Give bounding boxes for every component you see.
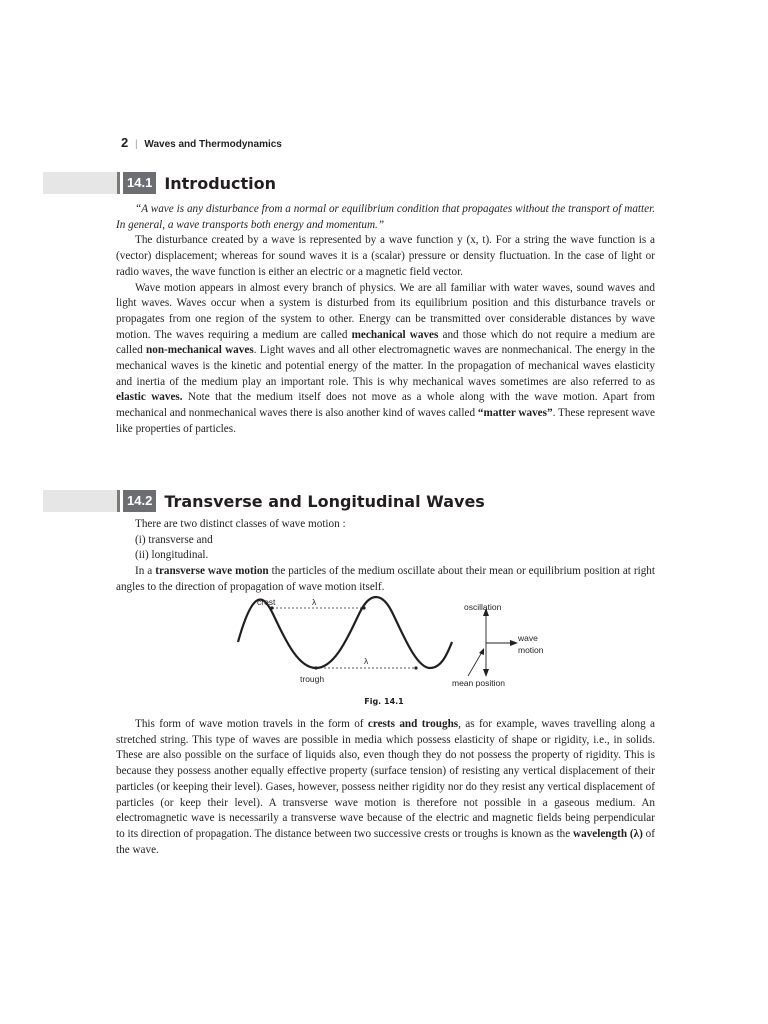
section-title: Introduction — [164, 173, 277, 193]
section-marker — [117, 490, 120, 512]
running-title: Waves and Thermodynamics — [144, 139, 282, 150]
motion-label: motion — [518, 645, 544, 655]
mean-position-label: mean position — [452, 678, 505, 688]
paragraph: There are two distinct classes of wave motion : — [135, 518, 346, 530]
list-item: (i) transverse and — [135, 533, 213, 546]
page-number: 2 — [121, 135, 129, 150]
paragraph: This form of wave motion travels in the form of crests and troughs, as for example, waves travelling along a stretched string. This type of waves are possible in media which possess elasticity of shape or rigidity, i.e., in solids. These are also possible on the surface of liquids also, even though they do not possess the property of rigidity. This is because they possess another equally effective property (surface tension) of resisting any vertical displacement of their particles (or keeping their level). Gases, however, possess neither rigidity nor do they resist any vertical displacement of particles (or keep their level). A transverse wave motion is therefore not possible in a gaseous medium. An electromagnetic wave is necessarily a transverse wave because of the electric and magnetic fields being perpendicular to its direction of propagation. The distance between two successive crests or troughs is known as the wavelength (λ) of the wave. — [116, 718, 656, 856]
list-item: (ii) longitudinal. — [135, 549, 209, 562]
oscillation-label: oscillation — [464, 602, 502, 612]
running-header — [121, 135, 282, 150]
figure-caption: Fig. 14.1 — [364, 697, 404, 706]
paragraph: Wave motion appears in almost every branch of physics. We are all familiar with water waves, sound waves and light waves. Waves occur when a system is disturbed from its equilibrium position and this disturbance travels or propagates from one region of the system to other. Energy can be transmitted over considerable distances by wave motion. The waves requiring a medium are called mechanical waves and those which do not require a medium are called non-mechanical waves. Light waves and all other electromagnetic waves are nonmechanical. The energy in the mechanical waves is the kinetic and potential energy of the matter. In the propagation of mechanical waves elasticity and inertia of the medium play an important role. This is why mechanical waves sometimes are also referred to as elastic waves. Note that the medium itself does not move as a whole along with the wave motion. Apart from mechanical and nonmechanical waves there is also another kind of waves called “matter waves”. These represent wave like properties of particles. — [116, 281, 656, 435]
section-2-body — [116, 717, 655, 858]
section-band-1 — [43, 172, 117, 194]
section-heading-2 — [117, 490, 485, 512]
section-2-intro — [116, 517, 655, 596]
section-title: Transverse and Longitudinal Waves — [164, 491, 485, 511]
section-marker — [117, 172, 120, 194]
section-number: 14.2 — [123, 490, 156, 512]
section-band-2 — [43, 490, 117, 512]
paragraph: The disturbance created by a wave is represented by a wave function y (x, t). For a string the wave function is a (vector) displacement; whereas for sound waves it is a (scalar) pressure or density fluctuation. In the case of light or radio waves, the wave function is either an electric or a magnetic field vector. — [116, 234, 655, 278]
lambda-top-label: λ — [312, 597, 317, 607]
transverse-wave-figure — [230, 594, 560, 694]
definition-quote: “A wave is any disturbance from a normal or equilibrium condition that propagates without the transport of matter. In general, a wave transports both energy and momentum.” — [116, 203, 655, 231]
lambda-bottom-label: λ — [364, 656, 369, 666]
trough-label: trough — [300, 674, 325, 684]
mean-position-pointer — [468, 652, 482, 676]
crest-label: crest — [257, 597, 276, 607]
wave-label: wave — [518, 633, 538, 643]
header-divider: | — [135, 139, 138, 150]
paragraph: In a transverse wave motion the particles of the medium oscillate about their mean or equilibrium position at right angles to the direction of propagation of wave motion itself. — [116, 565, 655, 593]
section-number: 14.1 — [123, 172, 156, 194]
section-heading-1 — [117, 172, 276, 194]
wave-classes-list — [116, 533, 655, 564]
section-1-body — [116, 202, 655, 438]
